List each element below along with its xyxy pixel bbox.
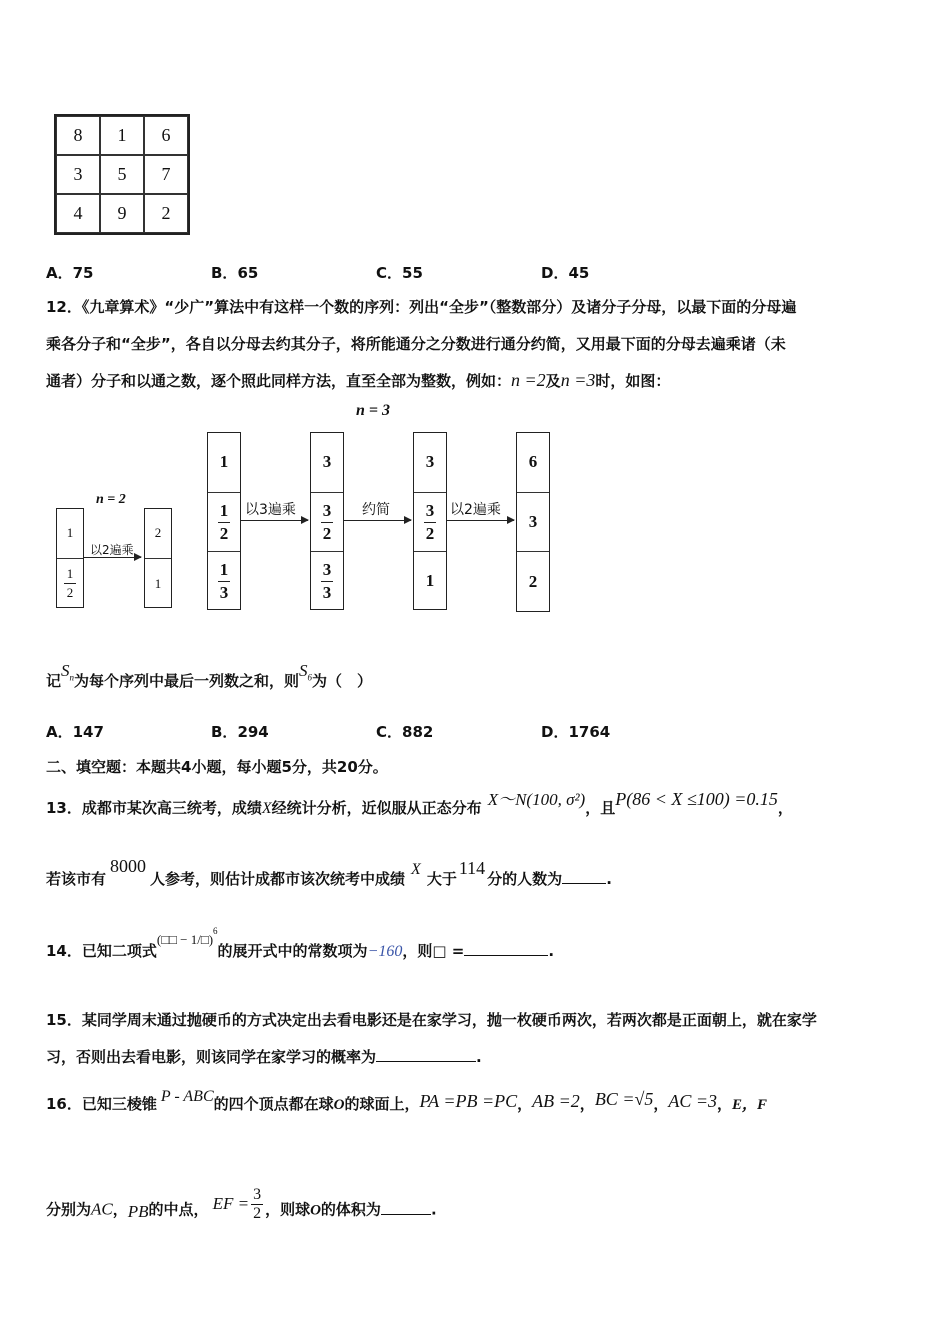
q15-line1: 15．某同学周末通过抛硬币的方式决定出去看电影还是在家学习，抛一枚硬币两次，若两次都是正面朝上，就在家学 [46, 1011, 817, 1029]
diagram-arrow-label-1: 以3遍乘 [245, 502, 296, 518]
diagram-n3-column-4 [516, 432, 550, 612]
q12-line3: 通者）分子和以通之数，逐个照此同样方法，直至全部为整数，例如：n =2及n =3时，如图： [46, 370, 671, 390]
diagram-arrow [343, 520, 411, 521]
q14-line: 14．已知二项式(□□ − 1/□)$^6$的展开式中的常数项为−160，则□ = . [46, 926, 555, 960]
answer-blank[interactable] [464, 941, 548, 956]
q11-option-a: A．75 [46, 264, 94, 282]
magic-cell: 1 [100, 116, 144, 155]
q11-option-b: B．65 [211, 264, 259, 282]
diagram-cell: $\frac{1}{3}$ [208, 551, 240, 610]
q12-line2: 乘各分子和“全步”，各自以分母去约其分子，将所能通分之分数进行通分约简，又用最下面的分母去遍乘诸（未 [46, 335, 786, 353]
q15-line2: 习，否则出去看电影，则该同学在家学习的概率为 . [46, 1048, 482, 1066]
diagram-cell: 1 [219, 452, 229, 471]
magic-cell: 9 [100, 194, 144, 233]
diagram-cell: $\frac{3}{2}$ [414, 492, 446, 551]
q11-option-d: D．45 [541, 264, 590, 282]
magic-cell: 4 [56, 194, 100, 233]
diagram-cell: 2 [517, 551, 549, 612]
q16-line1: 16．已知三棱锥 P - ABC的四个顶点都在球O的球面上，PA =PB =PC，AB =2，BC =√5，AC =3，E，F [46, 1088, 768, 1113]
diagram-n2-left-column [56, 508, 84, 608]
answer-blank[interactable] [381, 1200, 431, 1215]
diagram-cell: 3 [517, 492, 549, 551]
diagram-cell: $\frac{3}{3}$ [311, 551, 343, 610]
answer-blank[interactable] [562, 869, 606, 884]
diagram-arrow-label-2: 约简 [362, 502, 390, 518]
diagram-cell: $\frac{1}{2}$ [57, 558, 83, 608]
diagram-n3-column-3 [413, 432, 447, 610]
diagram-arrow [83, 557, 141, 558]
diagram-cell: 3 [322, 452, 332, 471]
q12-option-d: D．1764 [541, 723, 611, 741]
q12-line1: 12．《九章算术》“少广”算法中有这样一个数的序列：列出“全步”（整数部分）及诸分子分母，以最下面的分母遍 [46, 298, 797, 316]
q12-option-b: B．294 [211, 723, 269, 741]
magic-cell: 5 [100, 155, 144, 194]
magic-cell: 6 [144, 116, 188, 155]
diagram-n3-column-2 [310, 432, 344, 610]
q13-line1: 13．成都市某次高三统考，成绩X经统计分析，近似服从正态分布 X～N(100, σ²)，且P(86 < X ≤100) =0.15， [46, 789, 793, 817]
diagram-cell: 1 [414, 551, 446, 610]
q12-stem: 记$S_n$为每个序列中最后一列数之和，则$S_6$为（ ） [46, 661, 373, 690]
diagram-cell: 2 [154, 525, 162, 540]
diagram-arrow [446, 520, 514, 521]
q12-option-c: C．882 [376, 723, 434, 741]
diagram-n2-right-column [144, 508, 172, 608]
section-heading: 二、填空题：本题共4小题，每小题5分，共20分。 [46, 758, 388, 776]
diagram-cell: 1 [66, 525, 74, 540]
q13-line2: 若该市有8000人参考，则估计成都市该次统考中成绩X大于114分的人数为 . [46, 856, 612, 888]
magic-cell: 2 [144, 194, 188, 233]
diagram-cell: $\frac{1}{2}$ [208, 492, 240, 551]
fraction: $\frac{3}{2}$ [253, 1186, 262, 1222]
diagram-cell: 1 [145, 558, 171, 608]
diagram-cell: $\frac{3}{2}$ [311, 492, 343, 551]
diagram-n2-label: n = 2 [96, 492, 126, 507]
q12-option-a: A．147 [46, 723, 104, 741]
magic-cell: 3 [56, 155, 100, 194]
diagram-n2-arrow-label: 以2遍乘 [90, 543, 134, 557]
diagram-n3-label: n = 3 [356, 402, 391, 419]
answer-blank[interactable] [376, 1047, 476, 1062]
diagram-arrow [240, 520, 308, 521]
magic-square [54, 114, 190, 235]
magic-cell: 8 [56, 116, 100, 155]
magic-cell: 7 [144, 155, 188, 194]
diagram-cell: 3 [425, 452, 435, 471]
q11-option-c: C．55 [376, 264, 423, 282]
diagram-cell: 6 [528, 452, 538, 471]
diagram-n3-column-1 [207, 432, 241, 610]
diagram-arrow-label-3: 以2遍乘 [450, 502, 501, 518]
q16-line2: 分别为AC，PB的中点， EF = $\frac{3}{2}$ ，则球O的体积为 . [46, 1186, 437, 1222]
